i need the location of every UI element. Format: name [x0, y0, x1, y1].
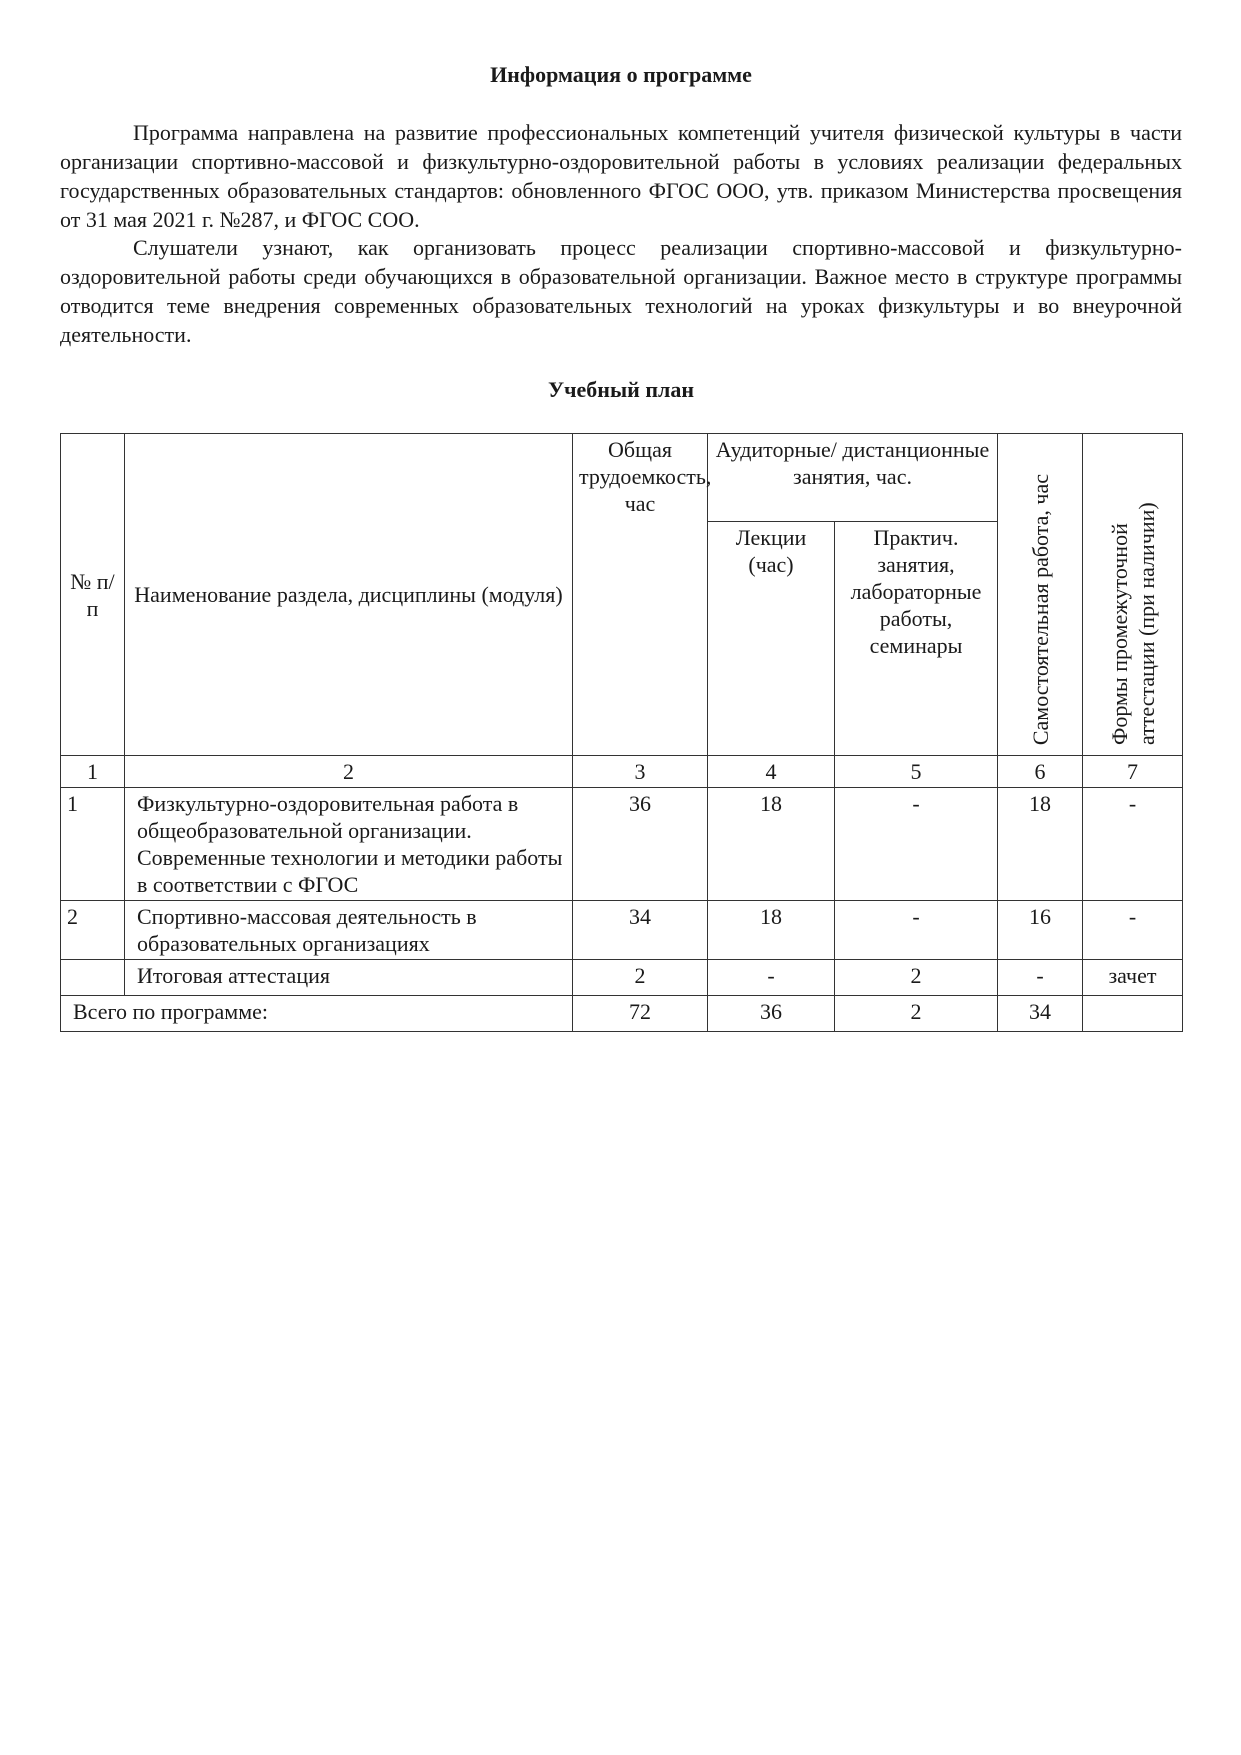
total-total: 72 [573, 996, 708, 1032]
header-auditory: Аудиторные/ дистанционные занятия, час. [708, 434, 998, 522]
row-practice: - [835, 901, 998, 960]
header-total: Общая трудоемкость, час [573, 434, 708, 756]
total-label: Всего по программе: [61, 996, 573, 1032]
row-lectures: - [708, 960, 835, 996]
curriculum-table [60, 433, 1183, 1032]
paragraph-program-goal: Программа направлена на развитие профессиональных компетенций учителя физической культуры в части организации спортивно-массовой и физкультурно-оздоровительной работы в условиях реализации федеральных государственных образовательных стандартов: обновленного ФГОС ООО, утв. приказом Министерства просвещения от 31 мая 2021 г. №287, и ФГОС СОО. [60, 120, 1182, 232]
row-total: 34 [573, 901, 708, 960]
row-num: 2 [61, 901, 125, 960]
row-name: Спортивно-массовая деятельность в образовательных организациях [125, 901, 573, 960]
row-practice: - [835, 788, 998, 901]
row-forms: - [1083, 901, 1183, 960]
row-num: 1 [61, 788, 125, 901]
row-total: 2 [573, 960, 708, 996]
header-self: Самостоятельная работа, час [1027, 473, 1053, 745]
col-number-3: 3 [573, 756, 708, 788]
total-row [61, 996, 1183, 1032]
header-row-top [61, 434, 1183, 522]
row-name: Итоговая аттестация [125, 960, 573, 996]
header-forms: Формы промежуточной аттестации (при наличии) [1106, 502, 1159, 745]
col-number-2: 2 [125, 756, 573, 788]
row-forms: зачет [1083, 960, 1183, 996]
total-self: 34 [998, 996, 1083, 1032]
header-practice: Практич. занятия, лабораторные работы, семинары [835, 522, 998, 756]
header-name: Наименование раздела, дисциплины (модуля) [125, 434, 573, 756]
total-lectures: 36 [708, 996, 835, 1032]
col-number-7: 7 [1083, 756, 1183, 788]
header-forms-cell [1083, 434, 1183, 756]
row-total: 36 [573, 788, 708, 901]
row-self: - [998, 960, 1083, 996]
col-number-4: 4 [708, 756, 835, 788]
row-forms: - [1083, 788, 1183, 901]
row-name: Физкультурно-оздоровительная работа в общеобразовательной организации. Современные технологии и методики работы в соответствии с ФГОС [125, 788, 573, 901]
row-self: 18 [998, 788, 1083, 901]
row-lectures: 18 [708, 901, 835, 960]
col-number-5: 5 [835, 756, 998, 788]
row-practice: 2 [835, 960, 998, 996]
row-lectures: 18 [708, 788, 835, 901]
header-lectures: Лекции (час) [708, 522, 835, 756]
row-self: 16 [998, 901, 1083, 960]
total-forms [1083, 996, 1183, 1032]
header-self-cell [998, 434, 1083, 756]
col-number-6: 6 [998, 756, 1083, 788]
table-row [61, 960, 1183, 996]
header-num: № п/п [61, 434, 125, 756]
column-numbers-row [61, 756, 1183, 788]
row-num [61, 960, 125, 996]
total-practice: 2 [835, 996, 998, 1032]
section-title-curriculum: Учебный план [547, 377, 695, 402]
paragraph-program-content: Слушатели узнают, как организовать процесс реализации спортивно-массовой и физкультурно-оздоровительной работы среди обучающихся в образовательной организации. Важное место в структуре программы отводится теме внедрения современных образовательных технологий на уроках физкультуры и во внеурочной деятельности. [60, 235, 1182, 347]
table-row [61, 788, 1183, 901]
table-row [61, 901, 1183, 960]
page-title: Информация о программе [490, 62, 752, 87]
col-number-1: 1 [61, 756, 125, 788]
